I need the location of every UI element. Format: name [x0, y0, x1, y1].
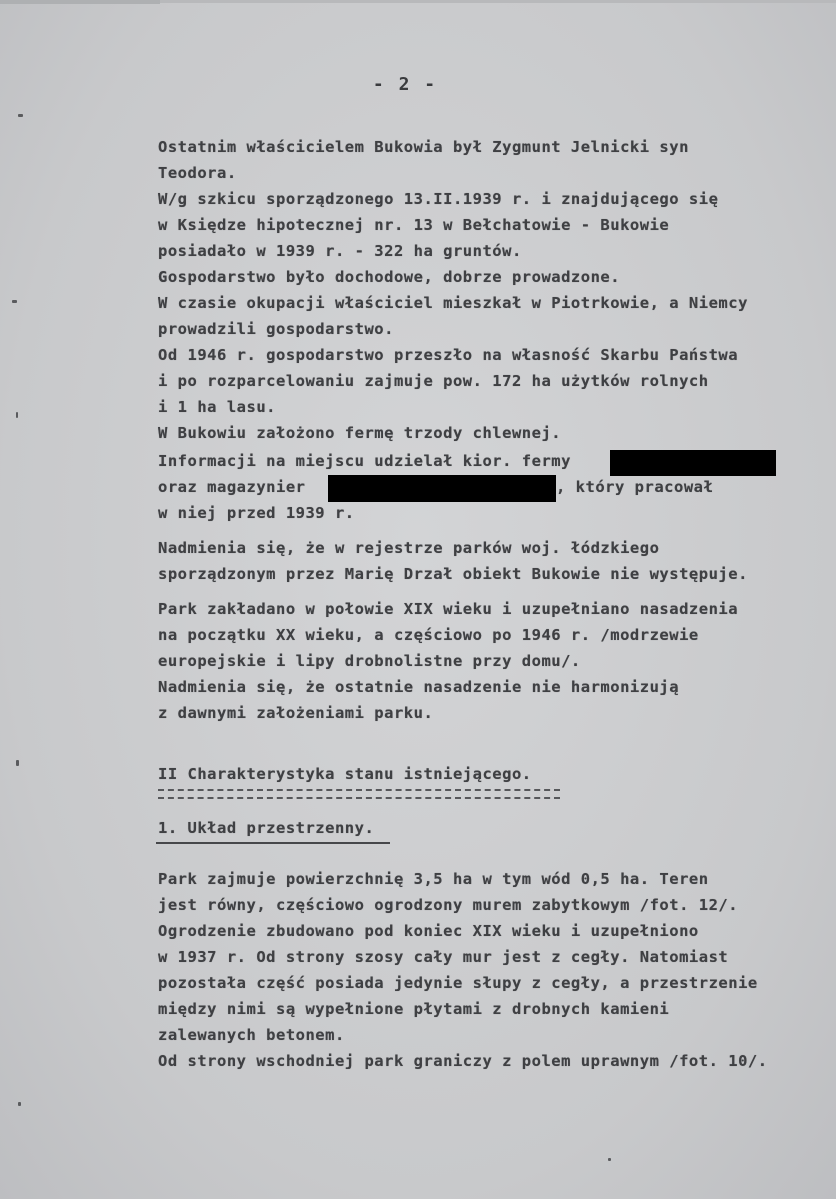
subheading-underline: [156, 842, 390, 844]
section-heading: II Charakterystyka stanu istniejącego.: [158, 765, 532, 783]
text-line: Gospodarstwo było dochodowe, dobrze prowadzone.: [158, 268, 621, 286]
redaction-bar: [610, 450, 776, 476]
text-line: Od strony wschodniej park graniczy z polem uprawnym /fot. 10/.: [158, 1052, 768, 1070]
text-line: posiadało w 1939 r. - 322 ha gruntów.: [158, 242, 522, 260]
text-line: prowadzili gospodarstwo.: [158, 320, 394, 338]
text-line: jest równy, częściowo ogrodzony murem zabytkowym /fot. 12/.: [158, 896, 739, 914]
text-line: Informacji na miejscu udzielał kior. fermy: [158, 452, 571, 470]
text-line: pozostała część posiada jedynie słupy z cegły, a przestrzenie: [158, 974, 758, 992]
text-line: zalewanych betonem.: [158, 1026, 345, 1044]
text-line: w 1937 r. Od strony szosy cały mur jest z cegły. Natomiast: [158, 948, 729, 966]
text-line: W/g szkicu sporządzonego 13.II.1939 r. i znajdującego się: [158, 190, 719, 208]
margin-mark: [16, 412, 18, 418]
text-line: z dawnymi założeniami parku.: [158, 704, 434, 722]
text-line: i 1 ha lasu.: [158, 398, 276, 416]
text-line: Od 1946 r. gospodarstwo przeszło na własność Skarbu Państwa: [158, 346, 739, 364]
margin-mark: [16, 760, 19, 766]
text-line: Ogrodzenie zbudowano pod koniec XIX wieku i uzupełniono: [158, 922, 699, 940]
redaction-bar: [328, 475, 556, 502]
text-line: W Bukowiu założono fermę trzody chlewnej.: [158, 424, 562, 442]
text-line: na początku XX wieku, a częściowo po 1946 r. /modrzewie: [158, 626, 699, 644]
text-line: Nadmienia się, że ostatnie nasadzenie nie harmonizują: [158, 678, 680, 696]
margin-mark: [12, 300, 17, 303]
text-line: Park zakładano w połowie XIX wieku i uzupełniano nasadzenia: [158, 600, 739, 618]
text-line: Park zajmuje powierzchnię 3,5 ha w tym wód 0,5 ha. Teren: [158, 870, 709, 888]
text-line: europejskie i lipy drobnolistne przy domu/.: [158, 652, 581, 670]
text-line: w niej przed 1939 r.: [158, 504, 355, 522]
margin-mark: [18, 114, 23, 117]
page-number: - 2 -: [372, 74, 438, 95]
text-line: Teodora.: [158, 164, 237, 182]
text-line: , który pracował: [556, 478, 714, 496]
heading-double-underline: [158, 789, 560, 799]
text-line: oraz magazynier: [158, 478, 306, 496]
subsection-heading: 1. Układ przestrzenny.: [158, 819, 375, 837]
text-line: W czasie okupacji właściciel mieszkał w Piotrkowie, a Niemcy: [158, 294, 748, 312]
text-line: między nimi są wypełnione płytami z drobnych kamieni: [158, 1000, 670, 1018]
margin-mark: [608, 1158, 611, 1161]
page-top-notch: [0, 0, 160, 4]
margin-mark: [18, 1102, 21, 1106]
text-line: i po rozparcelowaniu zajmuje pow. 172 ha użytków rolnych: [158, 372, 709, 390]
text-line: sporządzonym przez Marię Drzał obiekt Bukowie nie występuje.: [158, 565, 748, 583]
text-line: w Księdze hipotecznej nr. 13 w Bełchatowie - Bukowie: [158, 216, 670, 234]
text-line: Nadmienia się, że w rejestrze parków woj. łódzkiego: [158, 539, 660, 557]
text-line: Ostatnim właścicielem Bukowia był Zygmunt Jelnicki syn: [158, 138, 689, 156]
